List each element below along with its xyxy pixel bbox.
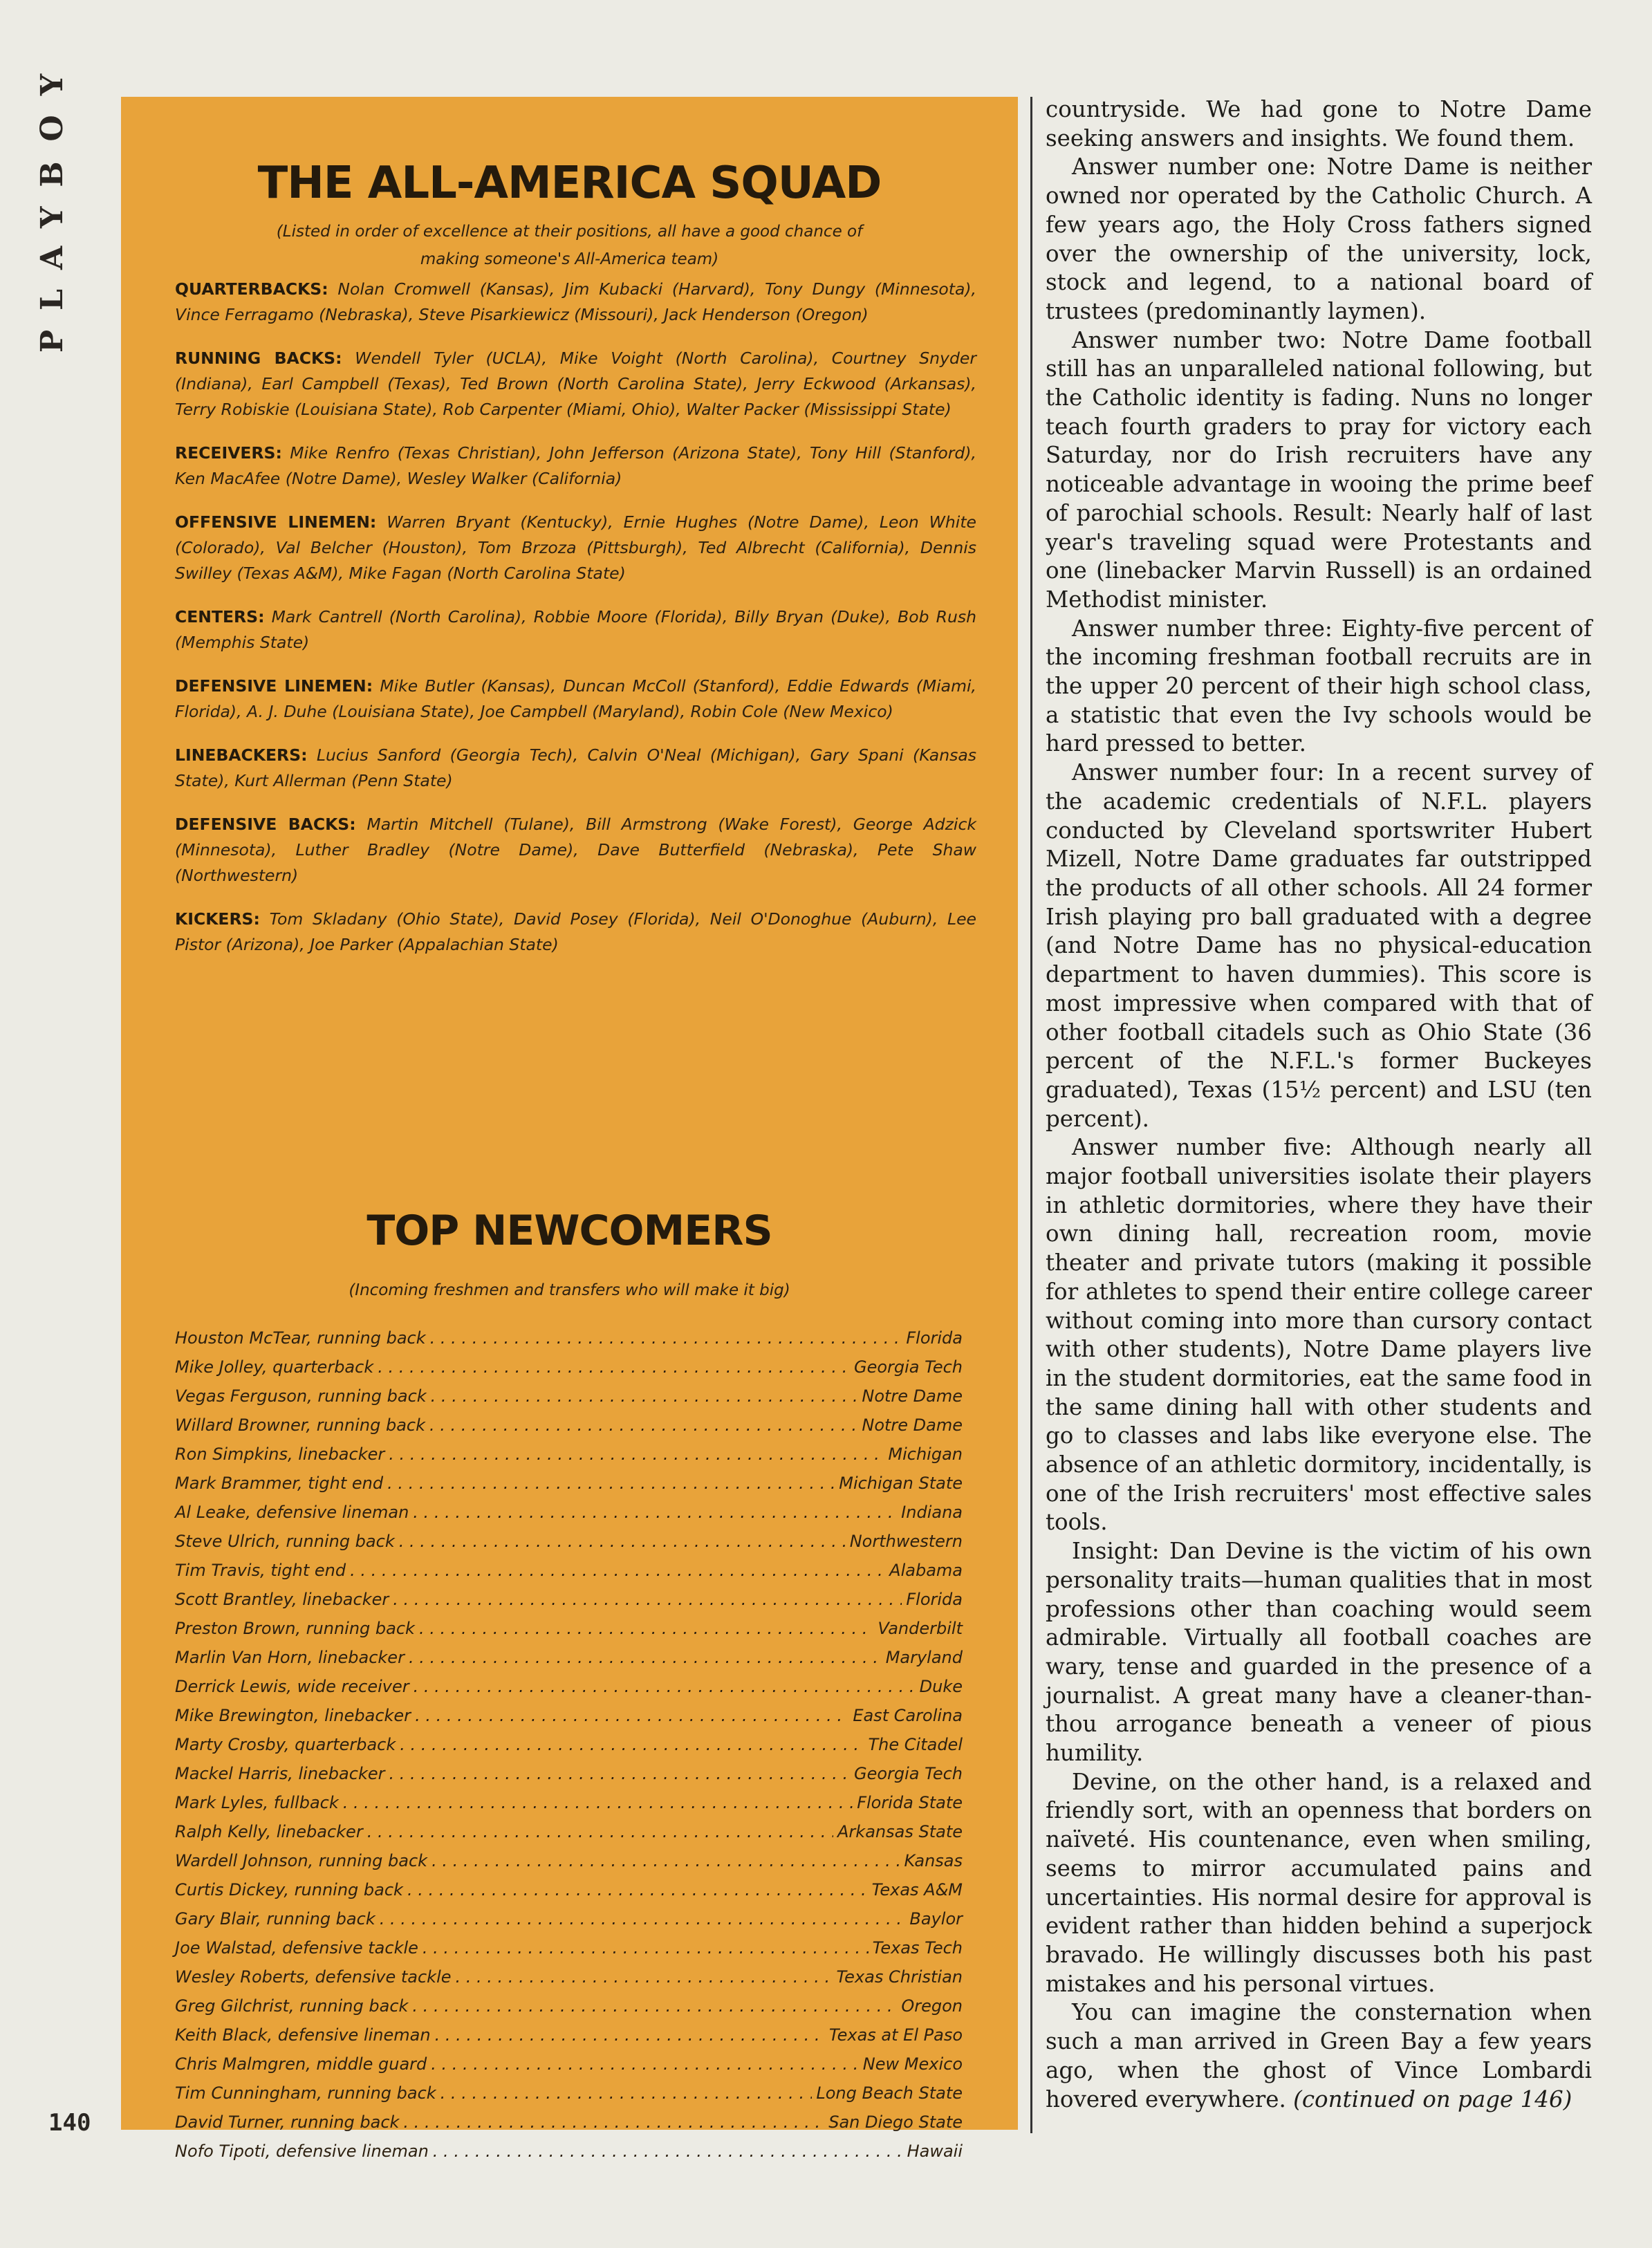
article-paragraph <box>1046 326 1592 615</box>
position-entry <box>175 510 976 586</box>
newcomer-name: Wardell Johnson, running back <box>175 1851 428 1870</box>
newcomer-school: Arkansas State <box>837 1822 963 1841</box>
newcomer-school: Vanderbilt <box>878 1619 963 1638</box>
article-paragraph <box>1046 615 1592 759</box>
leader-dots <box>380 1904 906 1933</box>
leader-dots <box>456 1962 833 1991</box>
paragraph-text: Answer number one: Notre Dame is neither owned nor operated by the Catholic Church. A few years ago, the Holy Cross fathers signed over the ownership of the university, lock, stock and legend, to a national board of trustees (predominantly laymen). <box>1046 154 1592 324</box>
leader-dots <box>412 1991 897 2021</box>
position-entry <box>175 743 976 794</box>
leader-dots <box>435 2021 825 2050</box>
paragraph-text: Insight: Dan Devine is the victim of his own personality traits—human qualities that in most professions other than coaching would seem admirable. Virtually all football coaches are wary, tense and guarded in the presence of a journalist. A great many have a cleaner-than-thou arrogance beneath a veneer of pious humility. <box>1046 1538 1592 1767</box>
position-label: KICKERS: <box>175 909 260 929</box>
position-players: Mark Cantrell (North Carolina), Robbie Moore (Florida), Billy Bryan (Duke), Bob Rush (Memphis State) <box>175 607 976 652</box>
newcomer-row <box>175 2050 963 2079</box>
leader-dots <box>431 2050 859 2079</box>
position-players: Nolan Cromwell (Kansas), Jim Kubacki (Harvard), Tony Dungy (Minnesota), Vince Ferragamo (Nebraska), Steve Pisarkiewicz (Missouri), Jack Henderson (Oregon) <box>175 279 976 324</box>
newcomer-row <box>175 1527 963 1556</box>
newcomer-school: Notre Dame <box>862 1415 963 1435</box>
newcomer-school: Indiana <box>901 1503 963 1522</box>
leader-dots <box>430 1323 902 1353</box>
newcomer-school: Alabama <box>889 1561 963 1580</box>
newcomer-row <box>175 1933 963 1962</box>
newcomer-name: Keith Black, defensive lineman <box>175 2025 431 2045</box>
article-paragraph <box>1046 1537 1592 1768</box>
position-label: RECEIVERS: <box>175 443 282 463</box>
position-players: Martin Mitchell (Tulane), Bill Armstrong (Wake Forest), George Adzick (Minnesota), Luther Bradley (Notre Dame), Dave Butterfield (Nebraska), Pete Shaw (Northwestern) <box>175 815 976 885</box>
leader-dots <box>419 1614 873 1643</box>
newcomer-school: Texas Christian <box>836 1967 963 1987</box>
position-players: Mike Butler (Kansas), Duncan McColl (Stanford), Eddie Edwards (Miami, Florida), A. J. Duhe (Louisiana State), Joe Campbell (Maryland), Robin Cole (New Mexico) <box>175 676 976 721</box>
paragraph-text: Devine, on the other hand, is a relaxed and friendly sort, with an openness that borders on naïveté. His countenance, even when smiling, seems to mirror accumulated pains and uncertainties. His normal desire for approval is evident rather than hidden behind a superjock bravado. He willingly discusses both his past mistakes and his personal virtues. <box>1046 1768 1592 1997</box>
newcomer-school: Florida State <box>857 1793 963 1812</box>
leader-dots <box>389 1759 850 1788</box>
leader-dots <box>440 2079 813 2108</box>
newcomer-row <box>175 1643 963 1672</box>
newcomer-name: Scott Brantley, linebacker <box>175 1590 389 1609</box>
paragraph-text: Answer number three: Eighty-five percent of the incoming freshman football recruits are in the upper 20 percent of their high school class, a statistic that even the Ivy schools would be hard pressed to better. <box>1046 615 1592 757</box>
newcomer-school: Oregon <box>901 1996 963 2016</box>
all-america-title: THE ALL-AMERICA SQUAD <box>257 158 882 209</box>
leader-dots <box>433 2137 903 2166</box>
newcomer-name: Mike Brewington, linebacker <box>175 1706 411 1725</box>
leader-dots <box>407 1875 868 1904</box>
newcomer-school: Kansas <box>904 1851 963 1870</box>
squad-list <box>175 277 976 976</box>
newcomer-name: Curtis Dickey, running back <box>175 1880 403 1899</box>
position-label: DEFENSIVE BACKS: <box>175 815 356 834</box>
newcomer-name: Greg Gilchrist, running back <box>175 1996 409 2016</box>
newcomer-row <box>175 1585 963 1614</box>
newcomer-row <box>175 2137 963 2166</box>
position-label: DEFENSIVE LINEMEN: <box>175 676 373 696</box>
newcomer-row <box>175 1323 963 1353</box>
newcomer-row <box>175 1498 963 1527</box>
leader-dots <box>367 1817 833 1846</box>
position-entry <box>175 812 976 889</box>
newcomer-school: Duke <box>919 1677 963 1696</box>
position-label: CENTERS: <box>175 607 265 626</box>
paragraph-text: Answer number two: Notre Dame football still has an unparalleled national following, but the Catholic identity is fading. Nuns no longer teach fourth graders to pray for victory each Saturday, nor do Irish recruiters have any noticeable advantage in wooing the prime beef of parochial schools. Result: Nearly half of last year's traveling squad were Protestants and one (linebacker Marvin Russell) is an ordained Methodist minister. <box>1046 326 1592 613</box>
newcomer-school: Texas Tech <box>872 1938 963 1958</box>
leader-dots <box>409 1643 882 1672</box>
newcomer-row <box>175 1672 963 1701</box>
newcomer-row <box>175 1904 963 1933</box>
position-label: QUARTERBACKS: <box>175 279 328 299</box>
paragraph-text: Answer number five: Although nearly all major football universities isolate their players in athletic dormitories, where they have their own dining hall, recreation room, movie theater and private tutors (making it possible for athletes to spend their entire college career without coming into more than cursory contact with other students), Notre Dame players live in the student dormitories, eat the same food in the same dining hall with other students and go to classes and labs like everyone else. The absence of an athletic dormitory, incidentally, is one of the Irish recruiters' most effective sales tools. <box>1046 1134 1592 1536</box>
newcomer-name: Mackel Harris, linebacker <box>175 1764 385 1783</box>
paragraph-text: You can imagine the consternation when such a man arrived in Green Bay a few years ago, when the ghost of Vince Lombardi hovered everywhere. <box>1046 1999 1592 2112</box>
leader-dots <box>399 1527 846 1556</box>
newcomer-row <box>175 1353 963 1382</box>
leader-dots <box>387 1469 835 1498</box>
leader-dots <box>414 1672 916 1701</box>
position-players: Mike Renfro (Texas Christian), John Jefferson (Arizona State), Tony Hill (Stanford), Ken MacAfee (Notre Dame), Wesley Walker (California) <box>175 443 976 488</box>
newcomer-school: Baylor <box>909 1909 963 1929</box>
newcomer-school: Texas at El Paso <box>828 2025 963 2045</box>
position-players: Lucius Sanford (Georgia Tech), Calvin O'Neal (Michigan), Gary Spani (Kansas State), Kurt Allerman (Penn State) <box>175 745 976 790</box>
newcomer-name: Ron Simpkins, linebacker <box>175 1445 385 1464</box>
article-column <box>1046 95 1592 2114</box>
newcomer-name: Wesley Roberts, defensive tackle <box>175 1967 452 1987</box>
newcomer-school: Long Beach State <box>816 2083 963 2103</box>
article-paragraph <box>1046 1998 1592 2114</box>
newcomer-row <box>175 1701 963 1730</box>
position-players: Wendell Tyler (UCLA), Mike Voight (North Carolina), Courtney Snyder (Indiana), Earl Campbell (Texas), Ted Brown (North Carolina State), Jerry Eckwood (Arkansas), Terry Robiskie (Louisiana State), Rob Carpenter (Miami, Ohio), Walter Packer (Mississippi State) <box>175 349 976 419</box>
article-paragraph <box>1046 95 1592 153</box>
leader-dots <box>429 1411 857 1440</box>
newcomer-name: Willard Browner, running back <box>175 1415 425 1435</box>
newcomer-name: Tim Travis, tight end <box>175 1561 346 1580</box>
continued-note: (continued on page 146) <box>1293 2086 1572 2112</box>
newcomer-name: Joe Walstad, defensive tackle <box>175 1938 418 1958</box>
newcomer-row <box>175 1788 963 1817</box>
newcomer-name: David Turner, running back <box>175 2112 400 2132</box>
newcomer-row <box>175 1440 963 1469</box>
leader-dots <box>389 1440 884 1469</box>
column-divider <box>1030 97 1032 2133</box>
newcomers-list <box>175 1323 963 2166</box>
newcomer-row <box>175 1991 963 2021</box>
newcomer-name: Mark Lyles, fullback <box>175 1793 339 1812</box>
leader-dots <box>431 1382 858 1411</box>
magazine-vertical-title: PLAYBOY <box>35 54 70 353</box>
newcomer-row <box>175 1730 963 1759</box>
newcomer-school: Hawaii <box>907 2142 963 2161</box>
newcomer-row <box>175 1469 963 1498</box>
newcomer-row <box>175 2079 963 2108</box>
article-paragraph <box>1046 1133 1592 1537</box>
newcomer-row <box>175 1875 963 1904</box>
article-paragraph <box>1046 153 1592 326</box>
newcomer-row <box>175 2021 963 2050</box>
page-number: 140 <box>48 2109 91 2137</box>
newcomer-school: Maryland <box>885 1648 963 1667</box>
newcomer-name: Nofo Tipoti, defensive lineman <box>175 2142 429 2161</box>
newcomer-school: Northwestern <box>849 1532 963 1551</box>
newcomer-name: Tim Cunningham, running back <box>175 2083 436 2103</box>
position-label: OFFENSIVE LINEMEN: <box>175 512 377 532</box>
article-paragraph <box>1046 1768 1592 1999</box>
newcomer-row <box>175 1846 963 1875</box>
newcomer-school: San Diego State <box>828 2112 963 2132</box>
newcomer-school: East Carolina <box>853 1706 963 1725</box>
leader-dots <box>423 1933 869 1962</box>
leader-dots <box>393 1585 902 1614</box>
position-label: RUNNING BACKS: <box>175 349 342 368</box>
newcomer-school: Florida <box>906 1590 963 1609</box>
position-entry <box>175 440 976 492</box>
paragraph-text: Answer number four: In a recent survey of the academic credentials of N.F.L. players conducted by Cleveland sportswriter Hubert Mizell, Notre Dame graduates far outstripped the products of all other schools. All 24 former Irish playing pro ball graduated with a degree (and Notre Dame has no physical-education department to haven dummies). This score is most impressive when compared with that of other football citadels such as Ohio State (36 percent of the N.F.L.'s former Buckeyes graduated), Texas (15½ percent) and LSU (ten percent). <box>1046 759 1592 1132</box>
newcomers-subtitle: (Incoming freshmen and transfers who will make it big) <box>349 1281 790 1299</box>
newcomer-name: Preston Brown, running back <box>175 1619 415 1638</box>
leader-dots <box>378 1353 850 1382</box>
position-entry <box>175 674 976 725</box>
newcomer-name: Mike Jolley, quarterback <box>175 1357 374 1377</box>
newcomer-school: Georgia Tech <box>853 1357 963 1377</box>
position-entry <box>175 346 976 422</box>
newcomer-row <box>175 1962 963 1991</box>
newcomer-name: Gary Blair, running back <box>175 1909 375 1929</box>
newcomer-row <box>175 1817 963 1846</box>
newcomer-school: Florida <box>906 1328 963 1348</box>
newcomer-name: Mark Brammer, tight end <box>175 1474 384 1493</box>
newcomer-row <box>175 2108 963 2137</box>
all-america-subtitle: (Listed in order of excellence at their positions, all have a good chance of making someone's All-America team) <box>276 223 863 268</box>
position-entry <box>175 277 976 328</box>
leader-dots <box>413 1498 897 1527</box>
newcomer-school: Georgia Tech <box>853 1764 963 1783</box>
newcomer-name: Steve Ulrich, running back <box>175 1532 395 1551</box>
position-entry <box>175 907 976 958</box>
newcomer-school: Michigan State <box>839 1474 963 1493</box>
newcomer-name: Chris Malmgren, middle guard <box>175 2054 427 2074</box>
newcomer-school: New Mexico <box>862 2054 963 2074</box>
newcomer-name: Derrick Lewis, wide receiver <box>175 1677 409 1696</box>
leader-dots <box>415 1701 848 1730</box>
newcomer-row <box>175 1382 963 1411</box>
newcomer-school: The Citadel <box>868 1735 963 1754</box>
newcomer-school: Michigan <box>888 1445 963 1464</box>
orange-sidebar-panel <box>121 97 1018 2161</box>
leader-dots <box>343 1788 853 1817</box>
newcomer-name: Al Leake, defensive lineman <box>175 1503 409 1522</box>
newcomer-school: Notre Dame <box>862 1386 963 1406</box>
newcomer-name: Ralph Kelly, linebacker <box>175 1822 363 1841</box>
newcomer-name: Vegas Ferguson, running back <box>175 1386 427 1406</box>
article-paragraph <box>1046 759 1592 1133</box>
newcomers-title: TOP NEWCOMERS <box>366 1207 772 1255</box>
position-entry <box>175 604 976 656</box>
newcomer-row <box>175 1614 963 1643</box>
leader-dots <box>431 1846 900 1875</box>
position-players: Tom Skladany (Ohio State), David Posey (Florida), Neil O'Donoghue (Auburn), Lee Pistor (Arizona), Joe Parker (Appalachian State) <box>175 909 976 954</box>
leader-dots <box>400 1730 864 1759</box>
position-players: Warren Bryant (Kentucky), Ernie Hughes (Notre Dame), Leon White (Colorado), Val Belcher (Houston), Tom Brzoza (Pittsburgh), Ted Albrecht (California), Dennis Swilley (Texas A&M), Mike Fagan (North Carolina State) <box>175 512 976 583</box>
newcomer-school: Texas A&M <box>871 1880 963 1899</box>
paragraph-text: countryside. We had gone to Notre Dame seeking answers and insights. We found them. <box>1046 96 1592 151</box>
newcomer-row <box>175 1556 963 1585</box>
position-label: LINEBACKERS: <box>175 745 308 765</box>
newcomer-name: Marlin Van Horn, linebacker <box>175 1648 405 1667</box>
leader-dots <box>403 2108 824 2137</box>
newcomer-row <box>175 1759 963 1788</box>
newcomer-name: Marty Crosby, quarterback <box>175 1735 396 1754</box>
leader-dots <box>350 1556 885 1585</box>
newcomer-row <box>175 1411 963 1440</box>
newcomer-name: Houston McTear, running back <box>175 1328 426 1348</box>
